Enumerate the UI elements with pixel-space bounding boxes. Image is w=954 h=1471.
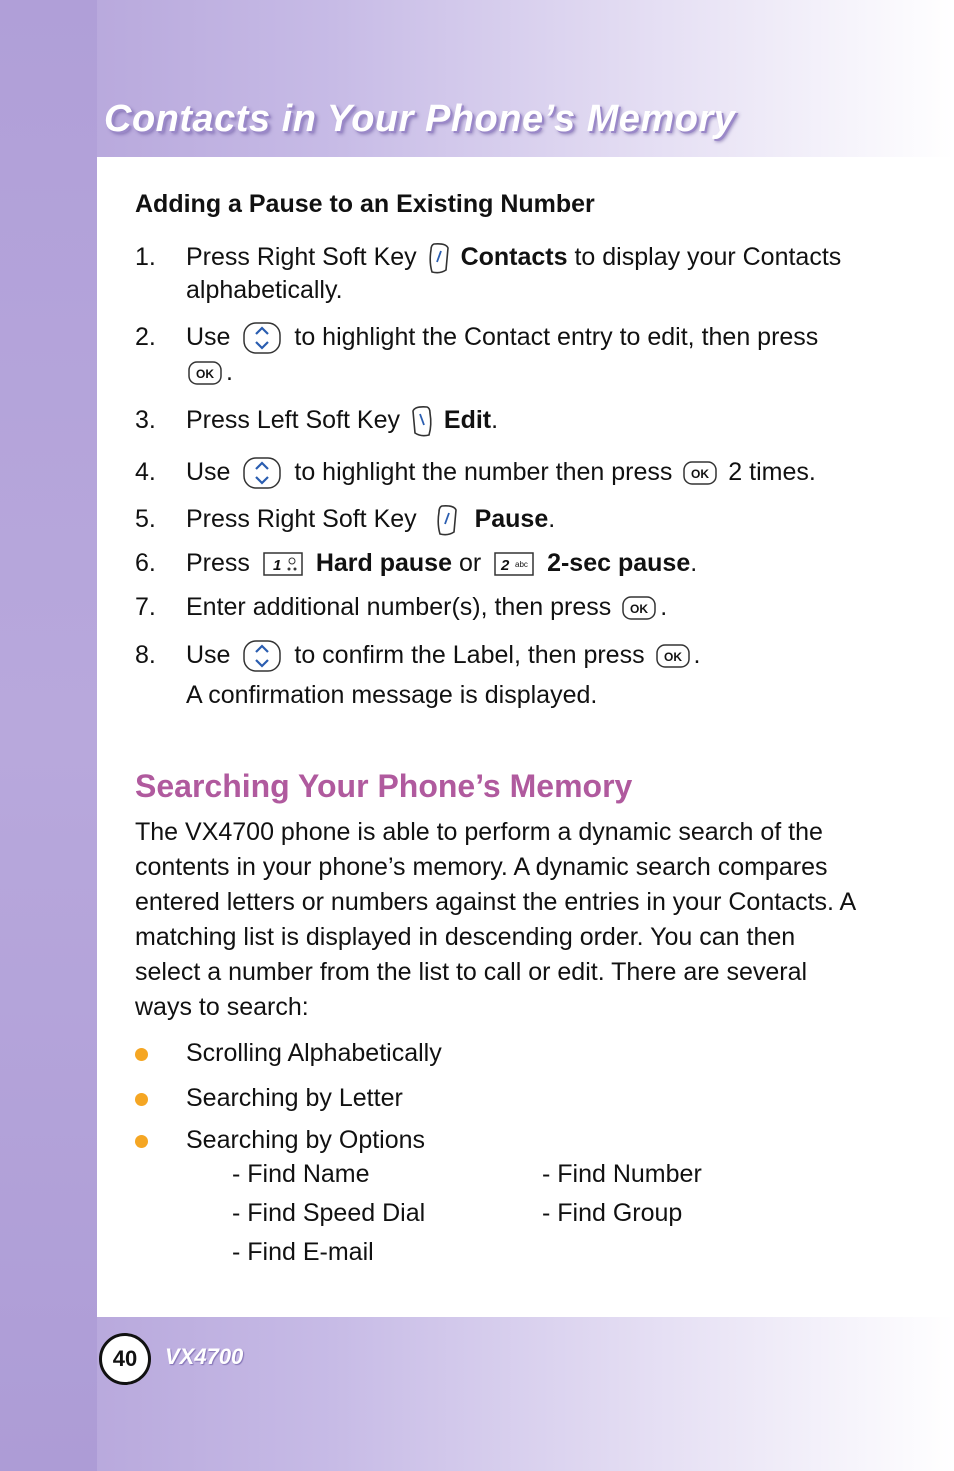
step-text: Press Left Soft Key bbox=[186, 406, 400, 434]
step-text: to confirm the Label, then press bbox=[294, 641, 645, 669]
navigation-key-icon bbox=[243, 640, 281, 672]
step-text: Enter additional number(s), then press bbox=[186, 593, 612, 621]
key-1-icon bbox=[263, 552, 303, 576]
navigation-key-icon bbox=[243, 322, 281, 354]
ok-key-label: OK bbox=[196, 367, 214, 382]
step-text: to highlight the number then press bbox=[294, 458, 673, 486]
bullet-icon bbox=[135, 1135, 148, 1148]
two-sec-pause-label: 2-sec pause bbox=[547, 549, 691, 577]
key-1-label: 1 bbox=[272, 557, 282, 575]
right-soft-key-icon bbox=[436, 504, 458, 537]
step-text: . bbox=[548, 505, 556, 533]
right-soft-key-icon bbox=[428, 242, 450, 275]
bullet-icon bbox=[135, 1048, 148, 1061]
step-number: 7. bbox=[135, 593, 156, 621]
search-paragraph: The VX4700 phone is able to perform a dynamic search of the contents in your phone’s memory. A dynamic search compares entered letters or numbers against the entries in your Contacts. A matching list is displayed in descending order. You can then select a number from the list to call or edit. There are several ways to search: bbox=[135, 818, 855, 1021]
key-2-sub-label: abc bbox=[515, 560, 529, 570]
step-text: . bbox=[693, 641, 701, 669]
step-number: 6. bbox=[135, 549, 156, 577]
step-8-continuation: A confirmation message is displayed. bbox=[186, 681, 598, 709]
step-text: . bbox=[226, 358, 233, 386]
step-2 bbox=[135, 321, 818, 354]
pause-label: Pause bbox=[474, 505, 549, 533]
step-3 bbox=[135, 404, 498, 438]
key-2-label: 2 bbox=[501, 557, 510, 575]
ok-key-icon bbox=[656, 644, 690, 668]
step-text: . bbox=[491, 406, 499, 434]
step-2-continuation bbox=[186, 356, 233, 389]
option-find-speed-dial: - Find Speed Dial bbox=[232, 1199, 426, 1227]
step-text: Use bbox=[186, 641, 231, 669]
left-soft-key-icon bbox=[411, 405, 433, 438]
ok-key-label: OK bbox=[630, 602, 649, 617]
step-1-continuation: alphabetically. bbox=[186, 276, 343, 304]
bullet-icon bbox=[135, 1093, 148, 1106]
step-text: to highlight the Contact entry to edit, then press bbox=[294, 323, 819, 351]
edit-label: Edit bbox=[443, 406, 492, 434]
step-4 bbox=[135, 456, 816, 489]
hard-pause-label: Hard pause bbox=[315, 549, 452, 577]
key-2-icon bbox=[494, 552, 534, 576]
ok-key-icon bbox=[683, 461, 717, 485]
step-text: Press Right Soft Key bbox=[186, 505, 417, 533]
step-number: 1. bbox=[135, 243, 156, 271]
navigation-key-icon bbox=[243, 457, 281, 489]
step-6 bbox=[135, 547, 697, 580]
step-text: or bbox=[458, 549, 482, 577]
contacts-label: Contacts bbox=[460, 243, 568, 271]
bullet-text: Searching by Letter bbox=[186, 1084, 403, 1112]
step-text: . bbox=[660, 593, 668, 621]
step-text: Press Right Soft Key bbox=[186, 243, 417, 271]
bullet-item bbox=[135, 1124, 425, 1157]
step-text: Press bbox=[186, 549, 250, 577]
step-1 bbox=[135, 241, 841, 275]
step-number: 3. bbox=[135, 406, 156, 434]
page-title: Contacts in Your Phone’s Memory bbox=[104, 98, 736, 140]
ok-key-icon bbox=[188, 361, 222, 385]
step-number: 4. bbox=[135, 458, 156, 486]
step-text: 2 times. bbox=[728, 458, 816, 486]
bullet-item bbox=[135, 1082, 403, 1115]
ok-key-icon bbox=[622, 596, 656, 620]
left-band bbox=[0, 0, 97, 1471]
step-text: . bbox=[690, 549, 698, 577]
page-number: 40 bbox=[99, 1333, 151, 1385]
option-find-group: - Find Group bbox=[542, 1199, 683, 1227]
ok-key-label: OK bbox=[663, 650, 682, 665]
option-find-number: - Find Number bbox=[542, 1160, 702, 1188]
step-8 bbox=[135, 639, 700, 672]
bullet-text: Scrolling Alphabetically bbox=[186, 1039, 442, 1067]
section-heading-search: Searching Your Phone’s Memory bbox=[135, 768, 633, 804]
step-text: to display your Contacts bbox=[574, 243, 842, 271]
step-7 bbox=[135, 591, 667, 624]
bullet-item bbox=[135, 1037, 442, 1070]
section-heading-pause: Adding a Pause to an Existing Number bbox=[135, 190, 595, 218]
option-find-email: - Find E-mail bbox=[232, 1238, 374, 1266]
step-number: 2. bbox=[135, 323, 156, 351]
ok-key-label: OK bbox=[691, 467, 710, 482]
option-find-name: - Find Name bbox=[232, 1160, 370, 1188]
step-number: 8. bbox=[135, 641, 156, 669]
bullet-text: Searching by Options bbox=[186, 1126, 426, 1154]
step-number: 5. bbox=[135, 505, 156, 533]
step-text: Use bbox=[186, 323, 231, 351]
model-name: VX4700 bbox=[165, 1344, 244, 1369]
step-text: Use bbox=[186, 458, 231, 486]
step-5 bbox=[135, 503, 555, 537]
